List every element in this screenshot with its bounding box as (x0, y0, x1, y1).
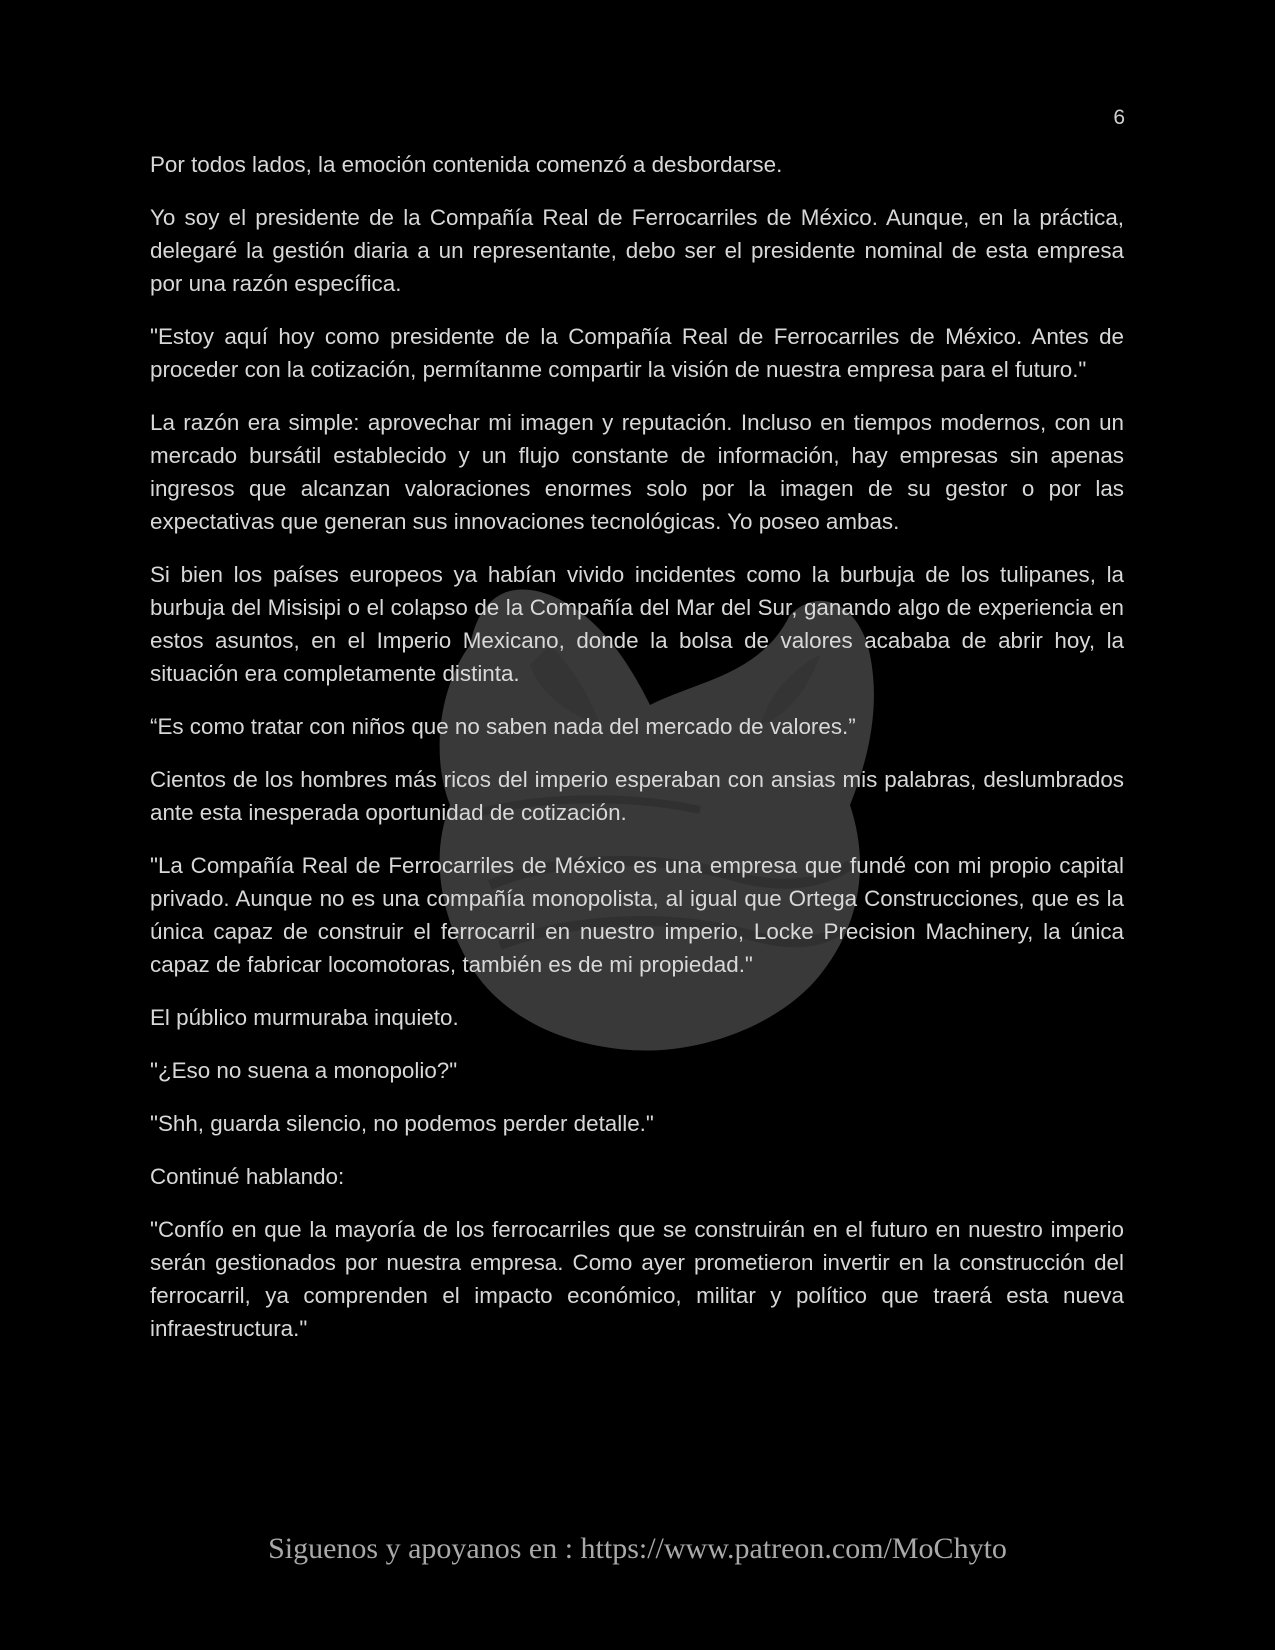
paragraph: “Es como tratar con niños que no saben nada del mercado de valores.” (150, 714, 856, 739)
paragraph: La razón era simple: aprovechar mi imagen y reputación. Incluso en tiempos modernos, con un mercado bursátil establecido y un flujo constante de información, hay empresas sin apenas ingresos que alcanzan valoraciones enormes solo por la imagen de su gestor o por las expectativas que generan sus innovaciones tecnológicas. Yo poseo ambas. (150, 410, 1124, 534)
paragraph: "¿Eso no suena a monopolio?" (150, 1058, 458, 1083)
paragraph: Si bien los países europeos ya habían vivido incidentes como la burbuja de los tulipanes, la burbuja del Misisipi o el colapso de la Compañía del Mar del Sur, ganando algo de experiencia en estos asuntos, en el Imperio Mexicano, donde la bolsa de valores acababa de abrir hoy, la situación era completamente distinta. (150, 562, 1124, 686)
paragraph: "Shh, guarda silencio, no podemos perder detalle." (150, 1111, 654, 1136)
paragraph: "Estoy aquí hoy como presidente de la Compañía Real de Ferrocarriles de México. Antes de proceder con la cotización, permítanme compartir la visión de nuestra empresa para el futuro." (150, 324, 1124, 382)
paragraph: Cientos de los hombres más ricos del imperio esperaban con ansias mis palabras, deslumbrados ante esta inesperada oportunidad de cotización. (150, 767, 1124, 825)
paragraph: Continué hablando: (150, 1164, 345, 1189)
paragraph: "La Compañía Real de Ferrocarriles de México es una empresa que fundé con mi propio capital privado. Aunque no es una compañía monopolista, al igual que Ortega Construcciones, que es la única capaz de construir el ferrocarril en nuestro imperio, Locke Precision Machinery, la única capaz de fabricar locomotoras, también es de mi propiedad." (150, 853, 1124, 977)
footer-link[interactable]: Siguenos y apoyanos en : https://www.patreon.com/MoChyto (268, 1532, 1007, 1565)
document-body (150, 148, 1124, 1365)
page-number: 6 (1113, 106, 1125, 129)
paragraph: Por todos lados, la emoción contenida comenzó a desbordarse. (150, 152, 783, 177)
paragraph: Yo soy el presidente de la Compañía Real de Ferrocarriles de México. Aunque, en la práctica, delegaré la gestión diaria a un representante, debo ser el presidente nominal de esta empresa por una razón específica. (150, 205, 1124, 296)
paragraph: "Confío en que la mayoría de los ferrocarriles que se construirán en el futuro en nuestro imperio serán gestionados por nuestra empresa. Como ayer prometieron invertir en la construcción del ferrocarril, ya comprenden el impacto económico, militar y político que traerá esta nueva infraestructura." (150, 1217, 1124, 1341)
paragraph: El público murmuraba inquieto. (150, 1005, 459, 1030)
